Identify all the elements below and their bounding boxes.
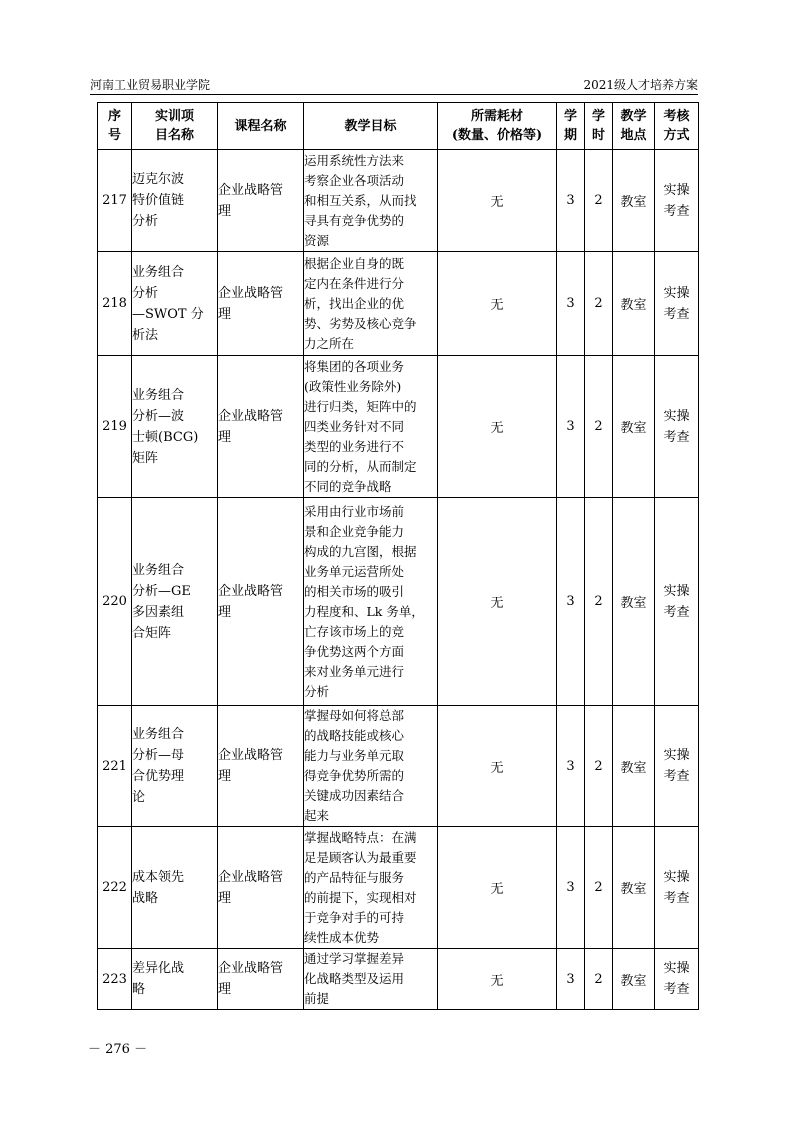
teaching-goal-line: 前提 bbox=[304, 991, 330, 1006]
project-name bbox=[132, 356, 218, 498]
project-name-line: 多因素组 bbox=[132, 604, 185, 620]
table-row bbox=[98, 949, 699, 1010]
column-header bbox=[655, 103, 699, 150]
column-header bbox=[557, 103, 585, 150]
course-name-line: 理 bbox=[218, 306, 232, 322]
teaching-goal-line: 业务单元运营所处 bbox=[304, 563, 405, 579]
assessment-method-line: 考查 bbox=[663, 982, 690, 997]
teaching-goal-line: 和相互关系，从而找 bbox=[304, 192, 417, 208]
hours: 2 bbox=[585, 706, 613, 827]
table-row bbox=[98, 252, 699, 356]
project-name bbox=[132, 252, 218, 356]
assessment-method bbox=[655, 498, 699, 706]
course-name bbox=[218, 150, 304, 252]
teaching-goal-line: 力之所在 bbox=[304, 335, 355, 351]
assessment-method-line: 实操 bbox=[663, 748, 690, 763]
row-number: 219 bbox=[98, 356, 132, 498]
teaching-place: 教室 bbox=[613, 706, 655, 827]
teaching-goal-line: 来对业务单元进行 bbox=[304, 663, 405, 679]
teaching-goal-line: 于竞争对手的可持 bbox=[304, 909, 405, 925]
page-header bbox=[90, 72, 698, 95]
teaching-goal-line: 的产品特征与服务 bbox=[304, 869, 405, 885]
course-name-line: 企业战略管 bbox=[218, 408, 284, 424]
teaching-goal-line: 续性成本优势 bbox=[304, 929, 380, 945]
project-name-line: 析法 bbox=[132, 327, 159, 343]
column-header bbox=[438, 103, 557, 150]
column-header-line: 方式 bbox=[663, 128, 690, 143]
table-body bbox=[98, 150, 699, 1010]
project-name bbox=[132, 706, 218, 827]
project-name-line: 合矩阵 bbox=[132, 625, 172, 641]
teaching-goal-line: 的相关市场的吸引 bbox=[304, 583, 405, 599]
assessment-method-line: 考查 bbox=[663, 203, 690, 219]
teaching-goal bbox=[304, 150, 438, 252]
column-header bbox=[98, 103, 132, 150]
teaching-goal bbox=[304, 706, 438, 827]
assessment-method-line: 考查 bbox=[663, 604, 690, 620]
assessment-method-line: 实操 bbox=[663, 583, 690, 599]
assessment-method-line: 实操 bbox=[663, 961, 690, 976]
teaching-goal-line: 关键成功因素结合 bbox=[304, 788, 405, 803]
project-name-line: 迈克尔波 bbox=[132, 172, 185, 187]
row-number: 221 bbox=[98, 706, 132, 827]
teaching-place: 教室 bbox=[613, 827, 655, 949]
materials: 无 bbox=[438, 498, 557, 706]
table-row bbox=[98, 498, 699, 706]
assessment-method bbox=[655, 949, 699, 1010]
materials: 无 bbox=[438, 949, 557, 1010]
materials: 无 bbox=[438, 827, 557, 949]
course-name-line: 理 bbox=[218, 604, 232, 620]
course-name-line: 理 bbox=[218, 890, 232, 906]
assessment-method-line: 实操 bbox=[663, 285, 690, 301]
column-header bbox=[585, 103, 613, 150]
row-number: 218 bbox=[98, 252, 132, 356]
course-name-line: 企业战略管 bbox=[218, 583, 284, 599]
teaching-goal-line: (政策性业务除外) bbox=[304, 378, 402, 394]
teaching-goal-line: 资源 bbox=[304, 232, 330, 248]
column-header bbox=[613, 103, 655, 150]
row-number: 217 bbox=[98, 150, 132, 252]
teaching-goal bbox=[304, 827, 438, 949]
teaching-goal bbox=[304, 356, 438, 498]
project-name-line: 分析 bbox=[132, 214, 159, 229]
project-name-line: 分析—GE bbox=[132, 583, 191, 599]
project-name-line: 合优势理 bbox=[132, 769, 185, 784]
table-row bbox=[98, 827, 699, 949]
teaching-goal bbox=[304, 949, 438, 1010]
course-name-line: 企业战略管 bbox=[218, 182, 284, 198]
column-header-line: 序 bbox=[107, 109, 121, 124]
header-school-name: 河南工业贸易职业学院 bbox=[90, 78, 211, 92]
teaching-goal-line: 能力与业务单元取 bbox=[304, 748, 405, 763]
column-header-line: 考核 bbox=[663, 109, 690, 124]
row-number: 222 bbox=[98, 827, 132, 949]
course-name-line: 企业战略管 bbox=[218, 285, 284, 301]
course-name-line: 企业战略管 bbox=[218, 748, 284, 763]
project-name-line: 分析—母 bbox=[132, 748, 185, 763]
assessment-method-line: 实操 bbox=[663, 869, 690, 885]
assessment-method-line: 实操 bbox=[663, 182, 690, 198]
table-row bbox=[98, 150, 699, 252]
teaching-goal-line: 足是顾客认为最重要 bbox=[304, 849, 417, 865]
column-header-line: 教学 bbox=[620, 109, 647, 124]
course-name bbox=[218, 356, 304, 498]
teaching-goal-line: 不同的竞争战略 bbox=[304, 478, 392, 494]
project-name-line: 分析—波 bbox=[132, 408, 185, 424]
project-name-line: 战略 bbox=[132, 890, 159, 906]
assessment-method bbox=[655, 252, 699, 356]
hours: 2 bbox=[585, 498, 613, 706]
project-name bbox=[132, 827, 218, 949]
materials: 无 bbox=[438, 252, 557, 356]
teaching-goal-line: 将集团的各项业务 bbox=[304, 358, 405, 374]
assessment-method bbox=[655, 706, 699, 827]
hours: 2 bbox=[585, 949, 613, 1010]
assessment-method-line: 实操 bbox=[663, 408, 690, 424]
course-name-line: 理 bbox=[218, 982, 232, 997]
term: 3 bbox=[557, 150, 585, 252]
term: 3 bbox=[557, 827, 585, 949]
column-header bbox=[132, 103, 218, 150]
column-header-line: 课程名称 bbox=[234, 118, 287, 134]
project-name bbox=[132, 498, 218, 706]
hours: 2 bbox=[585, 356, 613, 498]
course-name bbox=[218, 827, 304, 949]
project-name-line: 业务组合 bbox=[132, 562, 185, 578]
teaching-place: 教室 bbox=[613, 356, 655, 498]
teaching-goal-line: 的战略技能或核心 bbox=[304, 728, 405, 743]
course-name-line: 理 bbox=[218, 429, 232, 445]
assessment-method bbox=[655, 827, 699, 949]
column-header-line: 时 bbox=[591, 128, 605, 143]
teaching-goal-line: 析，找出企业的优 bbox=[304, 295, 405, 311]
term: 3 bbox=[557, 949, 585, 1010]
teaching-goal bbox=[304, 252, 438, 356]
assessment-method bbox=[655, 150, 699, 252]
page-number: － 276 － bbox=[88, 1042, 148, 1057]
project-name-line: 分析 bbox=[132, 285, 159, 301]
training-projects-table bbox=[97, 102, 699, 1010]
row-number: 223 bbox=[98, 949, 132, 1010]
teaching-place: 教室 bbox=[613, 252, 655, 356]
hours: 2 bbox=[585, 150, 613, 252]
course-name bbox=[218, 498, 304, 706]
column-header bbox=[304, 103, 438, 150]
teaching-goal-line: 考察企业各项活动 bbox=[304, 172, 405, 188]
assessment-method-line: 考查 bbox=[663, 890, 690, 906]
column-header-line: 所需耗材 bbox=[470, 109, 523, 124]
column-header-line: 学 bbox=[563, 109, 577, 124]
course-name-line: 理 bbox=[218, 769, 232, 784]
teaching-goal-line: 类型的业务进行不 bbox=[304, 438, 405, 454]
project-name-line: 士顿(BCG) bbox=[132, 429, 199, 445]
teaching-goal-line: 的前提下，实现相对 bbox=[304, 889, 417, 905]
header-plan-title: 2021级人才培养方案 bbox=[583, 78, 698, 92]
teaching-goal-line: 景和企业竞争能力 bbox=[304, 523, 405, 539]
project-name bbox=[132, 949, 218, 1010]
project-name-line: 特价值链 bbox=[132, 193, 185, 208]
teaching-goal-line: 进行归类，矩阵中的 bbox=[304, 398, 417, 414]
hours: 2 bbox=[585, 827, 613, 949]
assessment-method-line: 考查 bbox=[663, 429, 690, 445]
teaching-goal-line: 得竞争优势所需的 bbox=[304, 768, 405, 783]
teaching-goal-line: 势、劣势及核心竞争 bbox=[304, 315, 417, 331]
project-name-line: 业务组合 bbox=[132, 264, 185, 280]
teaching-goal-line: 亡存该市场上的竞 bbox=[304, 623, 405, 639]
column-header bbox=[218, 103, 304, 150]
teaching-place: 教室 bbox=[613, 949, 655, 1010]
teaching-goal-line: 争优势这两个方面 bbox=[304, 643, 405, 659]
teaching-goal-line: 运用系统性方法来 bbox=[304, 152, 405, 168]
teaching-goal-line: 力程度和、Lk 务单， bbox=[304, 603, 424, 619]
column-header-line: 号 bbox=[107, 128, 121, 143]
column-header-line: 期 bbox=[563, 128, 577, 143]
column-header-line: 地点 bbox=[620, 128, 647, 143]
teaching-goal-line: 根据企业自身的既 bbox=[304, 255, 405, 271]
teaching-goal-line: 同的分析，从而制定 bbox=[304, 458, 417, 474]
table-row bbox=[98, 356, 699, 498]
project-name-line: 业务组合 bbox=[132, 727, 185, 742]
teaching-goal-line: 定内在条件进行分 bbox=[304, 275, 405, 291]
term: 3 bbox=[557, 498, 585, 706]
teaching-place: 教室 bbox=[613, 150, 655, 252]
project-name-line: 略 bbox=[132, 982, 146, 997]
table-row bbox=[98, 706, 699, 827]
project-name-line: 业务组合 bbox=[132, 387, 185, 403]
project-name-line: 差异化战 bbox=[132, 961, 185, 976]
course-name-line: 企业战略管 bbox=[218, 869, 284, 885]
column-header-line: 教学目标 bbox=[344, 118, 397, 134]
course-name bbox=[218, 706, 304, 827]
teaching-goal-line: 采用由行业市场前 bbox=[304, 503, 405, 519]
column-header-line: 实训项 bbox=[154, 109, 194, 124]
teaching-goal-line: 四类业务针对不同 bbox=[304, 418, 405, 434]
course-name-line: 企业战略管 bbox=[218, 961, 284, 976]
column-header-line: 学 bbox=[591, 109, 605, 124]
teaching-goal-line: 构成的九宫图，根据 bbox=[304, 543, 417, 559]
assessment-method-line: 考查 bbox=[663, 769, 690, 784]
term: 3 bbox=[557, 252, 585, 356]
teaching-goal bbox=[304, 498, 438, 706]
course-name bbox=[218, 252, 304, 356]
table-header-row bbox=[98, 103, 699, 150]
row-number: 220 bbox=[98, 498, 132, 706]
materials: 无 bbox=[438, 356, 557, 498]
assessment-method-line: 考查 bbox=[663, 306, 690, 322]
assessment-method bbox=[655, 356, 699, 498]
project-name-line: 矩阵 bbox=[132, 450, 159, 466]
column-header-line: 目名称 bbox=[154, 128, 194, 143]
teaching-goal-line: 通过学习掌握差异 bbox=[304, 951, 405, 966]
teaching-goal-line: 掌握母如何将总部 bbox=[304, 708, 405, 723]
project-name-line: —SWOT 分 bbox=[132, 306, 204, 322]
materials: 无 bbox=[438, 150, 557, 252]
project-name-line: 成本领先 bbox=[132, 869, 185, 885]
column-header-line: (数量、价格等) bbox=[451, 128, 543, 143]
term: 3 bbox=[557, 356, 585, 498]
teaching-goal-line: 寻具有竞争优势的 bbox=[304, 212, 405, 228]
teaching-goal-line: 分析 bbox=[304, 683, 330, 699]
project-name-line: 论 bbox=[132, 790, 146, 805]
teaching-place: 教室 bbox=[613, 498, 655, 706]
course-name bbox=[218, 949, 304, 1010]
teaching-goal-line: 化战略类型及运用 bbox=[304, 971, 405, 986]
course-name-line: 理 bbox=[218, 203, 232, 219]
project-name bbox=[132, 150, 218, 252]
term: 3 bbox=[557, 706, 585, 827]
teaching-goal-line: 起来 bbox=[304, 808, 330, 823]
teaching-goal-line: 掌握战略特点：在满 bbox=[304, 829, 417, 845]
hours: 2 bbox=[585, 252, 613, 356]
materials: 无 bbox=[438, 706, 557, 827]
